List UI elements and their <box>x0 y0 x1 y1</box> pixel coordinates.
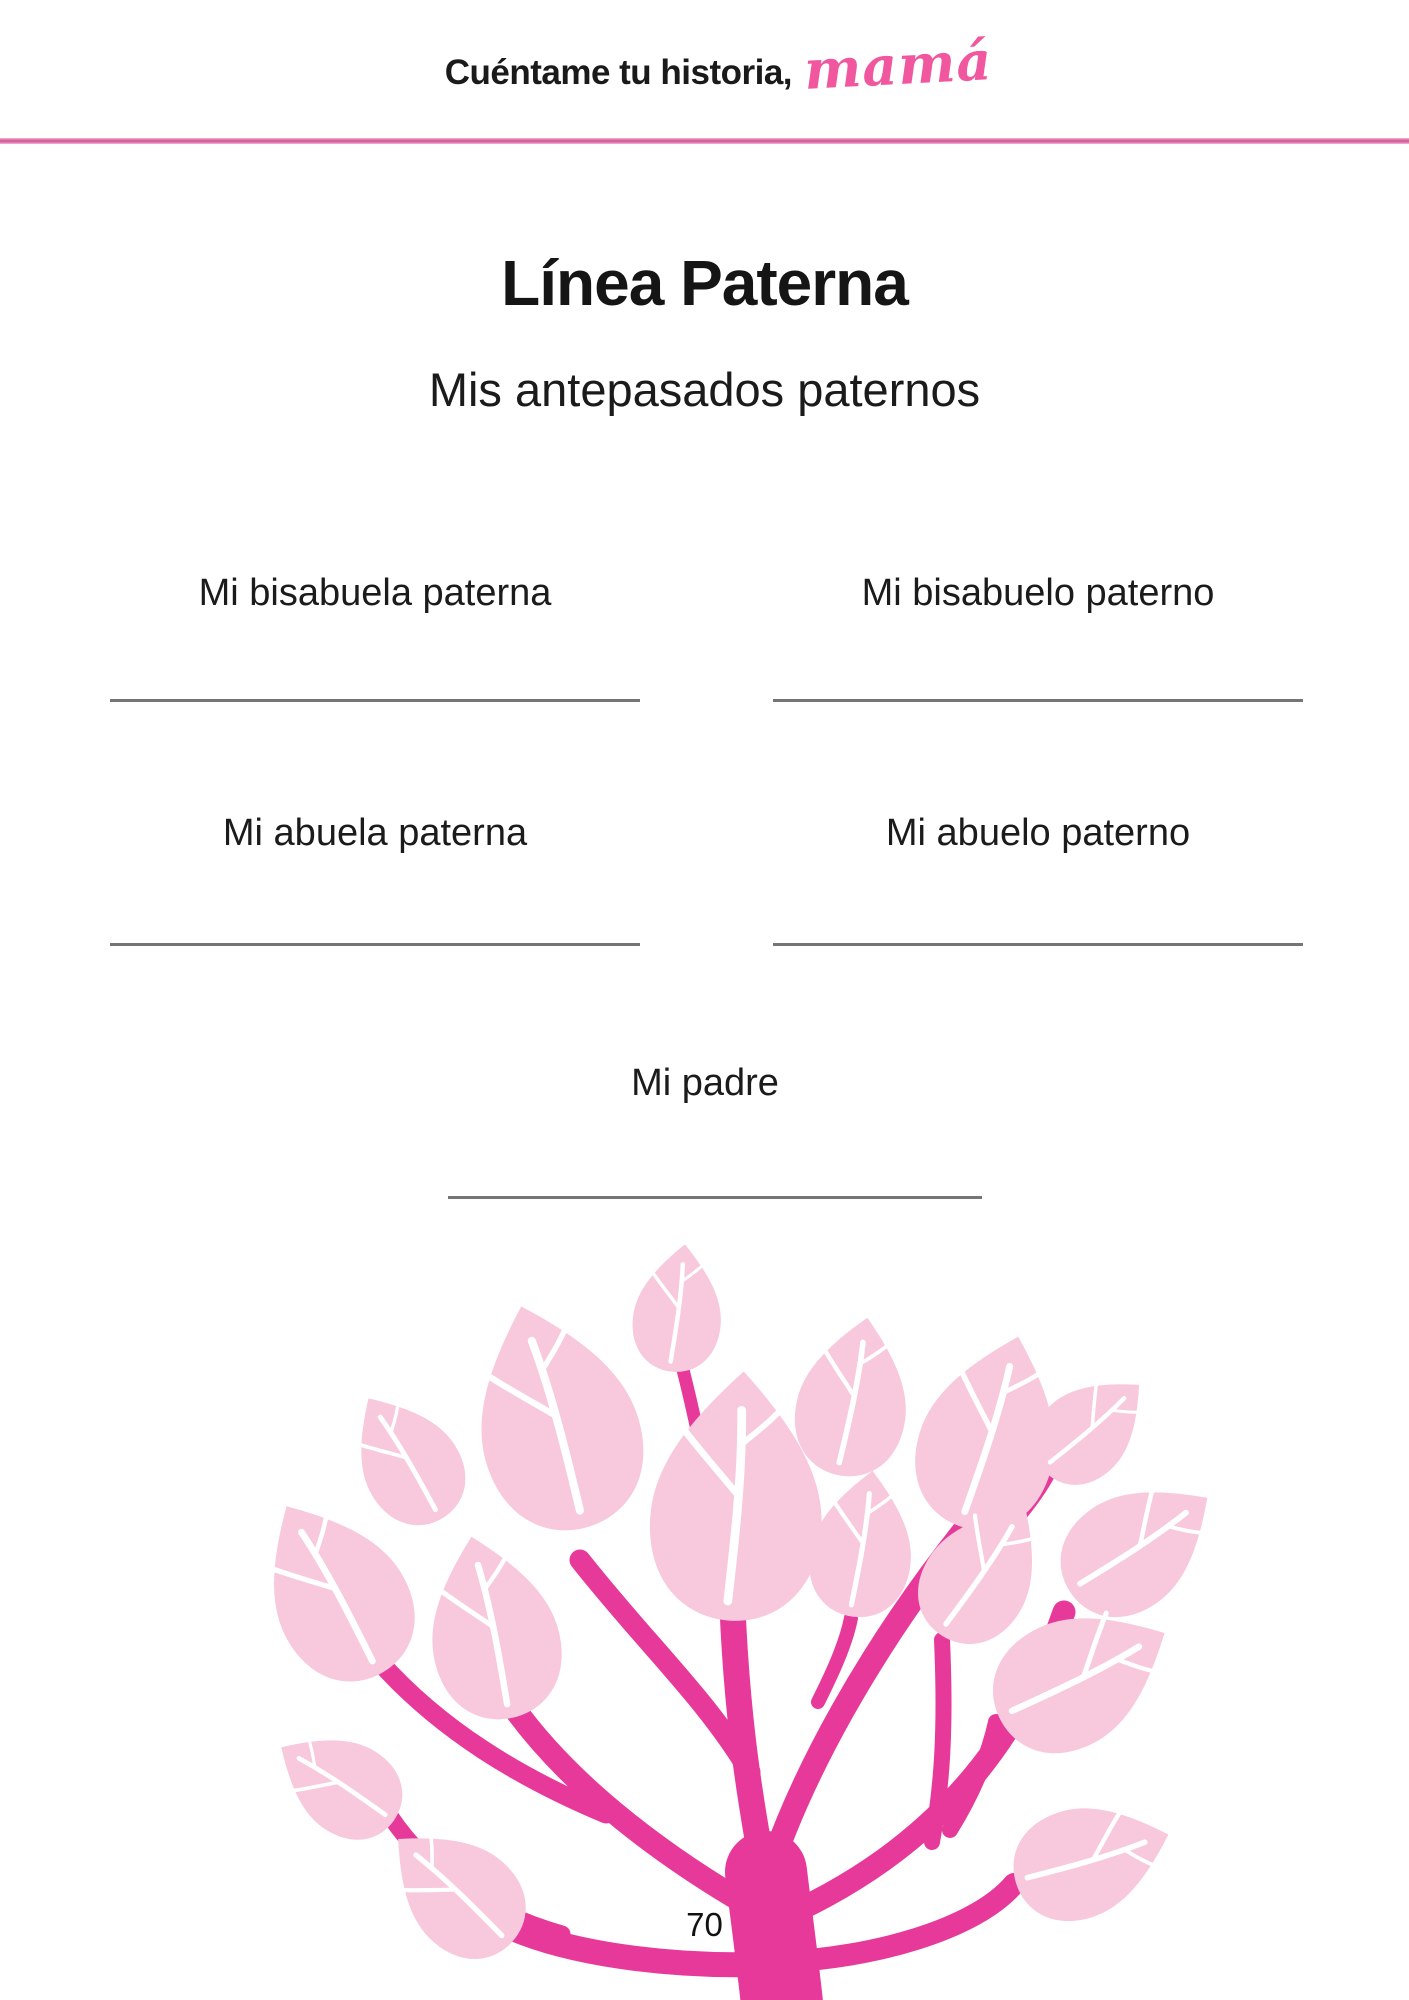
page-number: 70 <box>686 1906 723 1943</box>
writing-line-grandmother <box>110 943 640 946</box>
writing-line-father <box>448 1196 982 1199</box>
brand-script-word: mamá <box>802 28 994 102</box>
label-grandfather: Mi abuelo paterno <box>885 812 1191 854</box>
family-tree-illustration <box>0 1230 1409 2000</box>
header-brand <box>14 28 1409 102</box>
label-great-grandfather: Mi bisabuelo paterno <box>861 572 1215 614</box>
header-divider-line <box>0 138 1409 144</box>
page-title: Línea Paterna <box>501 247 908 319</box>
label-father: Mi padre <box>631 1062 779 1104</box>
writing-line-great-grandfather <box>773 699 1303 702</box>
label-grandmother: Mi abuela paterna <box>222 812 528 854</box>
writing-line-grandfather <box>773 943 1303 946</box>
writing-line-great-grandmother <box>110 699 640 702</box>
label-great-grandmother: Mi bisabuela paterna <box>198 572 552 614</box>
page-subtitle: Mis antepasados paternos <box>428 363 981 416</box>
brand-text: Cuéntame tu historia, <box>444 53 793 92</box>
